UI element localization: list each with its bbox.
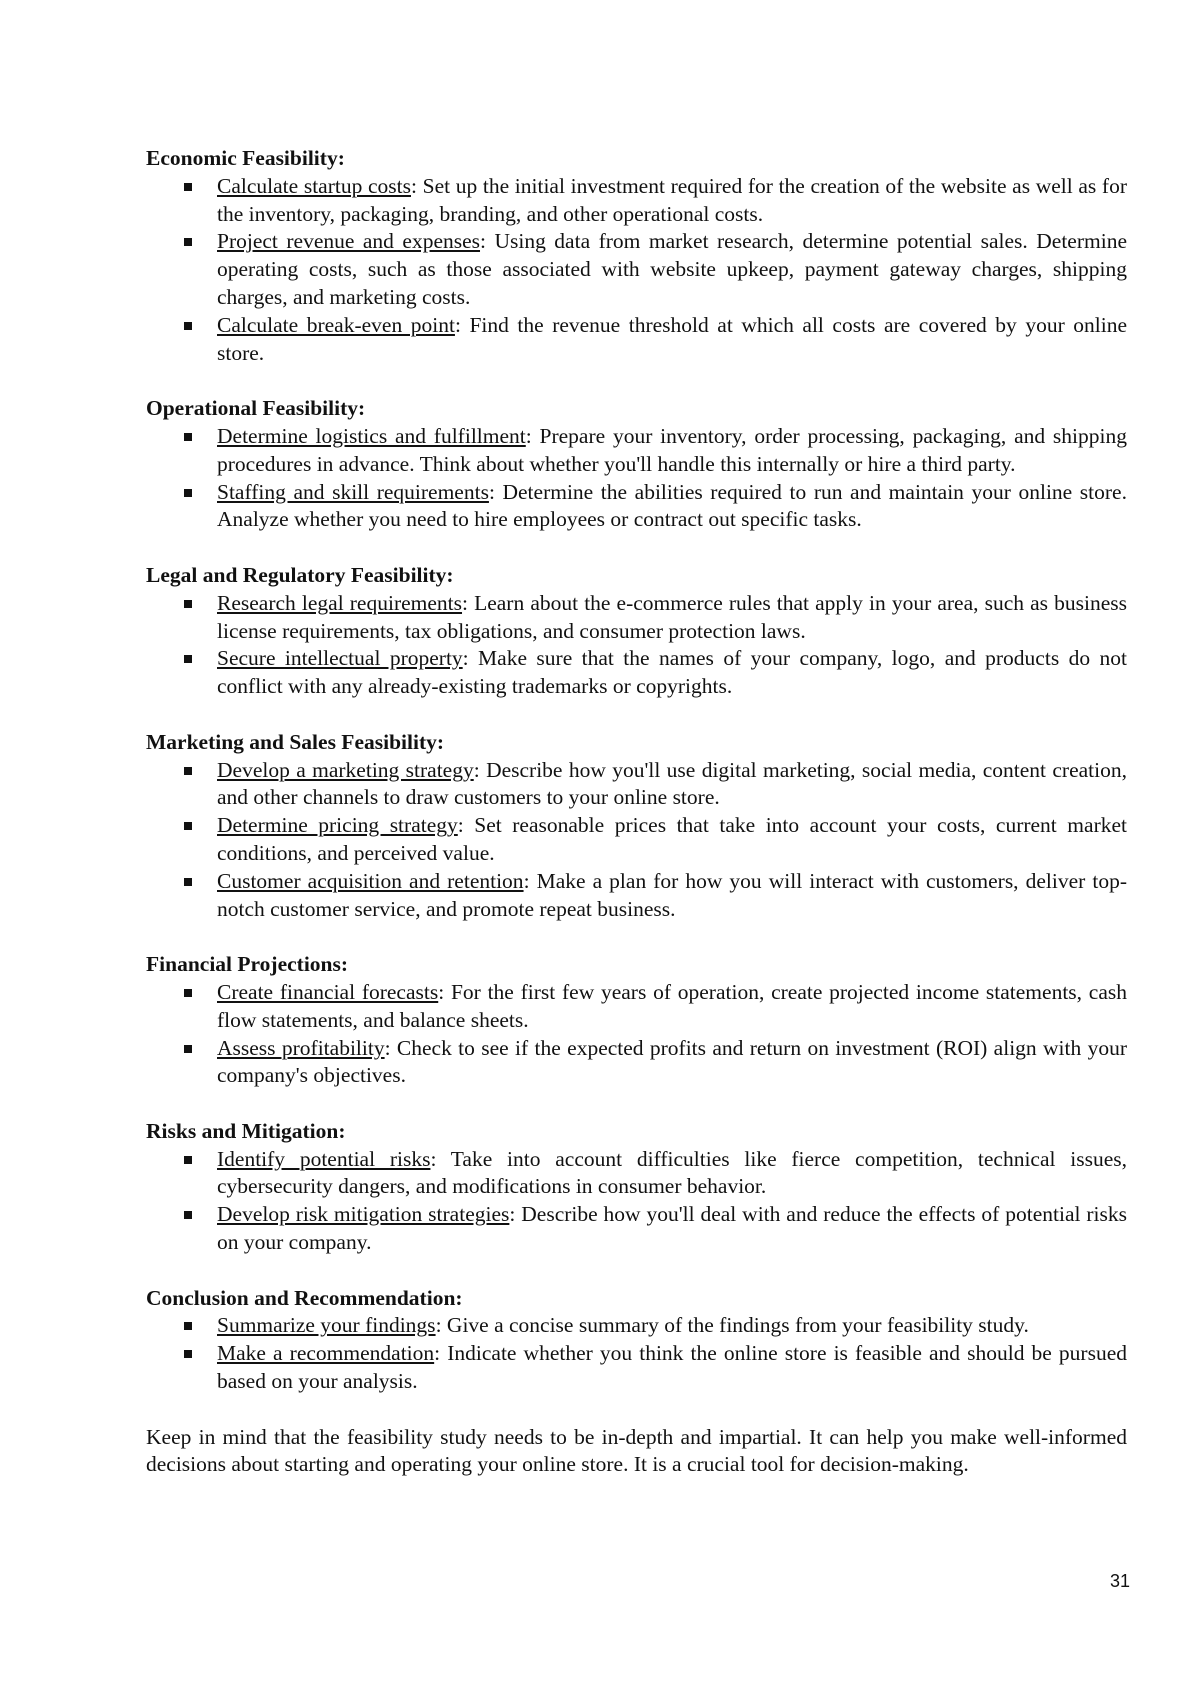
list-item [146, 312, 1127, 368]
section-heading: Conclusion and Recommendation: [146, 1285, 463, 1310]
square-bullet-icon [184, 183, 192, 191]
item-text: : Describe how you'll deal with and reduce the effects of potential risks on your company. [217, 1202, 1127, 1255]
section-financial-projections [146, 951, 1127, 1090]
item-text: : Find the revenue threshold at which all costs are covered by your online store. [217, 312, 1127, 365]
item-term: Secure intellectual property [217, 646, 463, 671]
item-term: Develop risk mitigation strategies [217, 1202, 510, 1227]
square-bullet-icon [184, 433, 192, 441]
list-item [146, 479, 1127, 535]
item-text: : Using data from market research, determine potential sales. Determine operating costs, such as those associated with website upkeep, payment gateway charges, shipping charges, and marketing costs. [217, 229, 1127, 309]
list-item [146, 590, 1127, 646]
square-bullet-icon [184, 655, 192, 663]
square-bullet-icon [184, 238, 192, 246]
item-text: : Prepare your inventory, order processing, packaging, and shipping procedures in advance. Think about whether you'll handle this internally or hire a third party. [217, 423, 1127, 476]
item-term: Assess profitability [217, 1035, 385, 1060]
square-bullet-icon [184, 878, 192, 886]
closing-paragraph: Keep in mind that the feasibility study needs to be in-depth and impartial. It can help you make well-informed decisions about starting and operating your online store. It is a crucial tool for decision-making. [146, 1424, 1127, 1477]
section-legal-regulatory-feasibility [146, 562, 1127, 701]
list-item [146, 1340, 1127, 1396]
item-text: : For the first few years of operation, create projected income statements, cash flow statements, and balance sheets. [217, 979, 1127, 1032]
item-text: : Learn about the e-commerce rules that apply in your area, such as business license requirements, tax obligations, and consumer protection laws. [217, 590, 1127, 643]
square-bullet-icon [184, 489, 192, 497]
bullet-list [146, 757, 1127, 924]
list-item [146, 812, 1127, 868]
list-item [146, 1035, 1127, 1091]
list-item [146, 1146, 1127, 1202]
page-content [146, 145, 1127, 1479]
item-text: : Set reasonable prices that take into account your costs, current market conditions, and perceived value. [217, 813, 1128, 865]
item-term: Identify potential risks [217, 1146, 431, 1171]
section-risks-mitigation [146, 1118, 1127, 1257]
item-term: Make a recommendation [217, 1341, 435, 1366]
list-item [146, 757, 1127, 813]
section-heading: Financial Projections: [146, 952, 349, 977]
list-item [146, 1312, 1127, 1340]
section-heading: Marketing and Sales Feasibility: [146, 729, 445, 754]
page-number: 31 [1109, 1571, 1130, 1591]
section-marketing-sales-feasibility [146, 729, 1127, 924]
item-term: Project revenue and expenses [217, 229, 481, 254]
square-bullet-icon [184, 822, 192, 830]
section-operational-feasibility [146, 395, 1127, 534]
list-item [146, 868, 1127, 924]
list-item [146, 423, 1127, 479]
list-item [146, 173, 1127, 229]
item-term: Research legal requirements [217, 590, 463, 615]
item-term: Calculate startup costs [217, 173, 411, 198]
bullet-list [146, 1312, 1127, 1395]
list-item [146, 1201, 1127, 1257]
square-bullet-icon [184, 1322, 192, 1330]
list-item [146, 228, 1127, 311]
square-bullet-icon [184, 1350, 192, 1358]
item-text: : Check to see if the expected profits and return on investment (ROI) align with your company's objectives. [217, 1035, 1127, 1088]
section-conclusion-recommendation [146, 1285, 1127, 1396]
list-item [146, 979, 1127, 1035]
section-heading: Operational Feasibility: [146, 396, 366, 421]
item-text: : Set up the initial investment required for the creation of the website as well as for the inventory, packaging, branding, and other operational costs. [217, 173, 1127, 226]
item-term: Customer acquisition and retention [217, 868, 524, 893]
item-text: : Give a concise summary of the findings from your feasibility study. [435, 1313, 1029, 1338]
bullet-list [146, 590, 1127, 701]
square-bullet-icon [184, 1211, 192, 1219]
item-term: Determine logistics and fulfillment [217, 423, 526, 448]
item-term: Summarize your findings [217, 1313, 436, 1338]
item-term: Calculate break-even point [217, 312, 455, 337]
item-term: Develop a marketing strategy [217, 757, 474, 782]
item-term: Create financial forecasts [217, 979, 439, 1004]
bullet-list [146, 173, 1127, 368]
bullet-list [146, 423, 1127, 534]
item-text: : Make sure that the names of your company, logo, and products do not conflict with any already-existing trademarks or copyrights. [217, 646, 1127, 699]
item-text: : Determine the abilities required to run and maintain your online store. Analyze whether you need to hire employees or contract out specific tasks. [217, 479, 1127, 532]
bullet-list [146, 979, 1127, 1090]
item-text: : Take into account difficulties like fierce competition, technical issues, cybersecurity dangers, and modifications in consumer behavior. [217, 1146, 1127, 1199]
square-bullet-icon [184, 989, 192, 997]
item-term: Staffing and skill requirements [217, 479, 489, 504]
square-bullet-icon [184, 767, 192, 775]
item-term: Determine pricing strategy [217, 813, 458, 838]
section-heading: Risks and Mitigation: [146, 1118, 346, 1143]
section-heading: Legal and Regulatory Feasibility: [146, 562, 454, 587]
square-bullet-icon [184, 600, 192, 608]
section-economic-feasibility [146, 145, 1127, 367]
list-item [146, 645, 1127, 701]
item-text: : Indicate whether you think the online store is feasible and should be pursued based on your analysis. [217, 1341, 1127, 1394]
square-bullet-icon [184, 1156, 192, 1164]
section-heading: Economic Feasibility: [146, 146, 345, 170]
item-text: : Describe how you'll use digital marketing, social media, content creation, and other channels to draw customers to your online store. [217, 757, 1127, 810]
square-bullet-icon [184, 1045, 192, 1053]
item-text: : Make a plan for how you will interact with customers, deliver top-notch customer service, and promote repeat business. [217, 868, 1127, 921]
bullet-list [146, 1146, 1127, 1257]
square-bullet-icon [184, 322, 192, 330]
